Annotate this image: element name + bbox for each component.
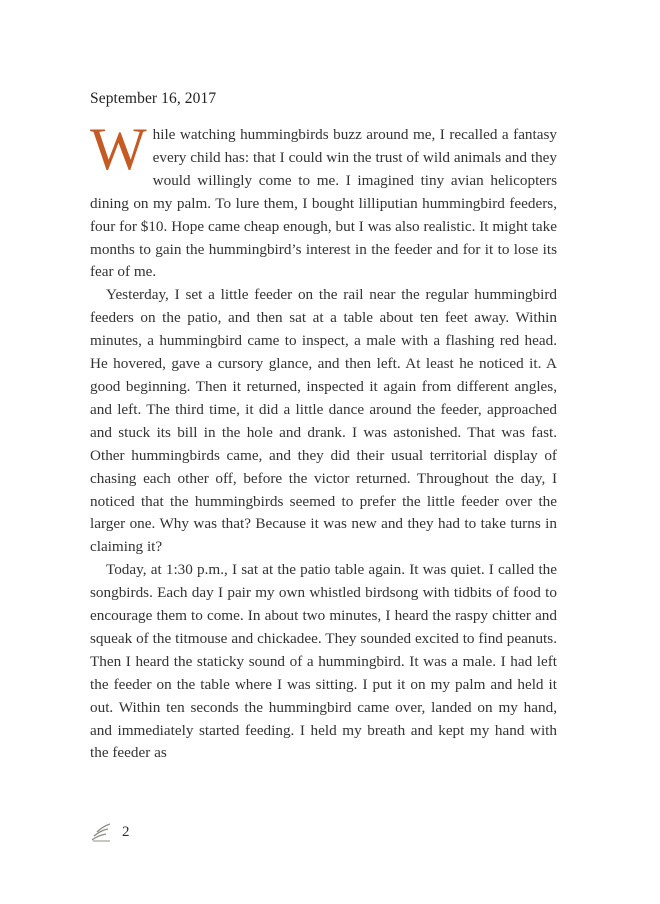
- paragraph-2: Yesterday, I set a little feeder on the rail near the regular hummingbird feeders on the patio, and then sat at a table about ten feet away. Within minutes, a hummingbird came to inspect, a male with a flashing red head. He hovered, gave a cursory glance, and then left. At least he noticed it. A good beginning. Then it returned, inspected it again from different angles, and left. The third time, it did a little dance around the feeder, approached and stuck its bill in the hole and drank. I was astonished. That was fast. Other hummingbirds came, and they did their usual territorial display of chasing each other off, before the victor returned. Throughout the day, I noticed that the hummingbirds seemed to prefer the little feeder over the larger one. Why was that? Because it was new and they had to take turns in claiming it?: [90, 286, 557, 556]
- paragraph-3: Today, at 1:30 p.m., I sat at the patio table again. It was quiet. I called the songbirds. Each day I pair my own whistled birdsong with tidbits of food to encourage them to come. In about two minutes, I heard the raspy chitter and squeak of the titmouse and chickadee. They sounded excited to find peanuts. Then I heard the staticky sound of a hummingbird. It was a male. I had left the feeder on the table where I was sitting. I put it on my palm and held it out. Within ten seconds the hummingbird came over, landed on my hand, and immediately started feeding. I held my breath and kept my hand with the feeder as: [90, 561, 557, 762]
- paragraph-1: [90, 116, 557, 284]
- page-number: 2: [122, 823, 130, 840]
- drop-cap: W: [90, 116, 147, 182]
- feather-ornament-icon: [90, 822, 112, 842]
- entry-body: [90, 116, 557, 765]
- paragraph-1-text: hile watching hummingbirds buzz around me, I recalled a fantasy every child has: that I could win the trust of wild animals and they would willingly come to me. I imagined tiny avian helicopters dining on my palm. To lure them, I bought lilliputian hummingbird feeders, four for $10. Hope came cheap enough, but I was also realistic. It might take months to gain the hummingbird’s interest in the feeder and for it to lose its fear of me.: [90, 126, 557, 281]
- page-footer: [90, 822, 130, 842]
- entry-date: September 16, 2017: [90, 90, 217, 107]
